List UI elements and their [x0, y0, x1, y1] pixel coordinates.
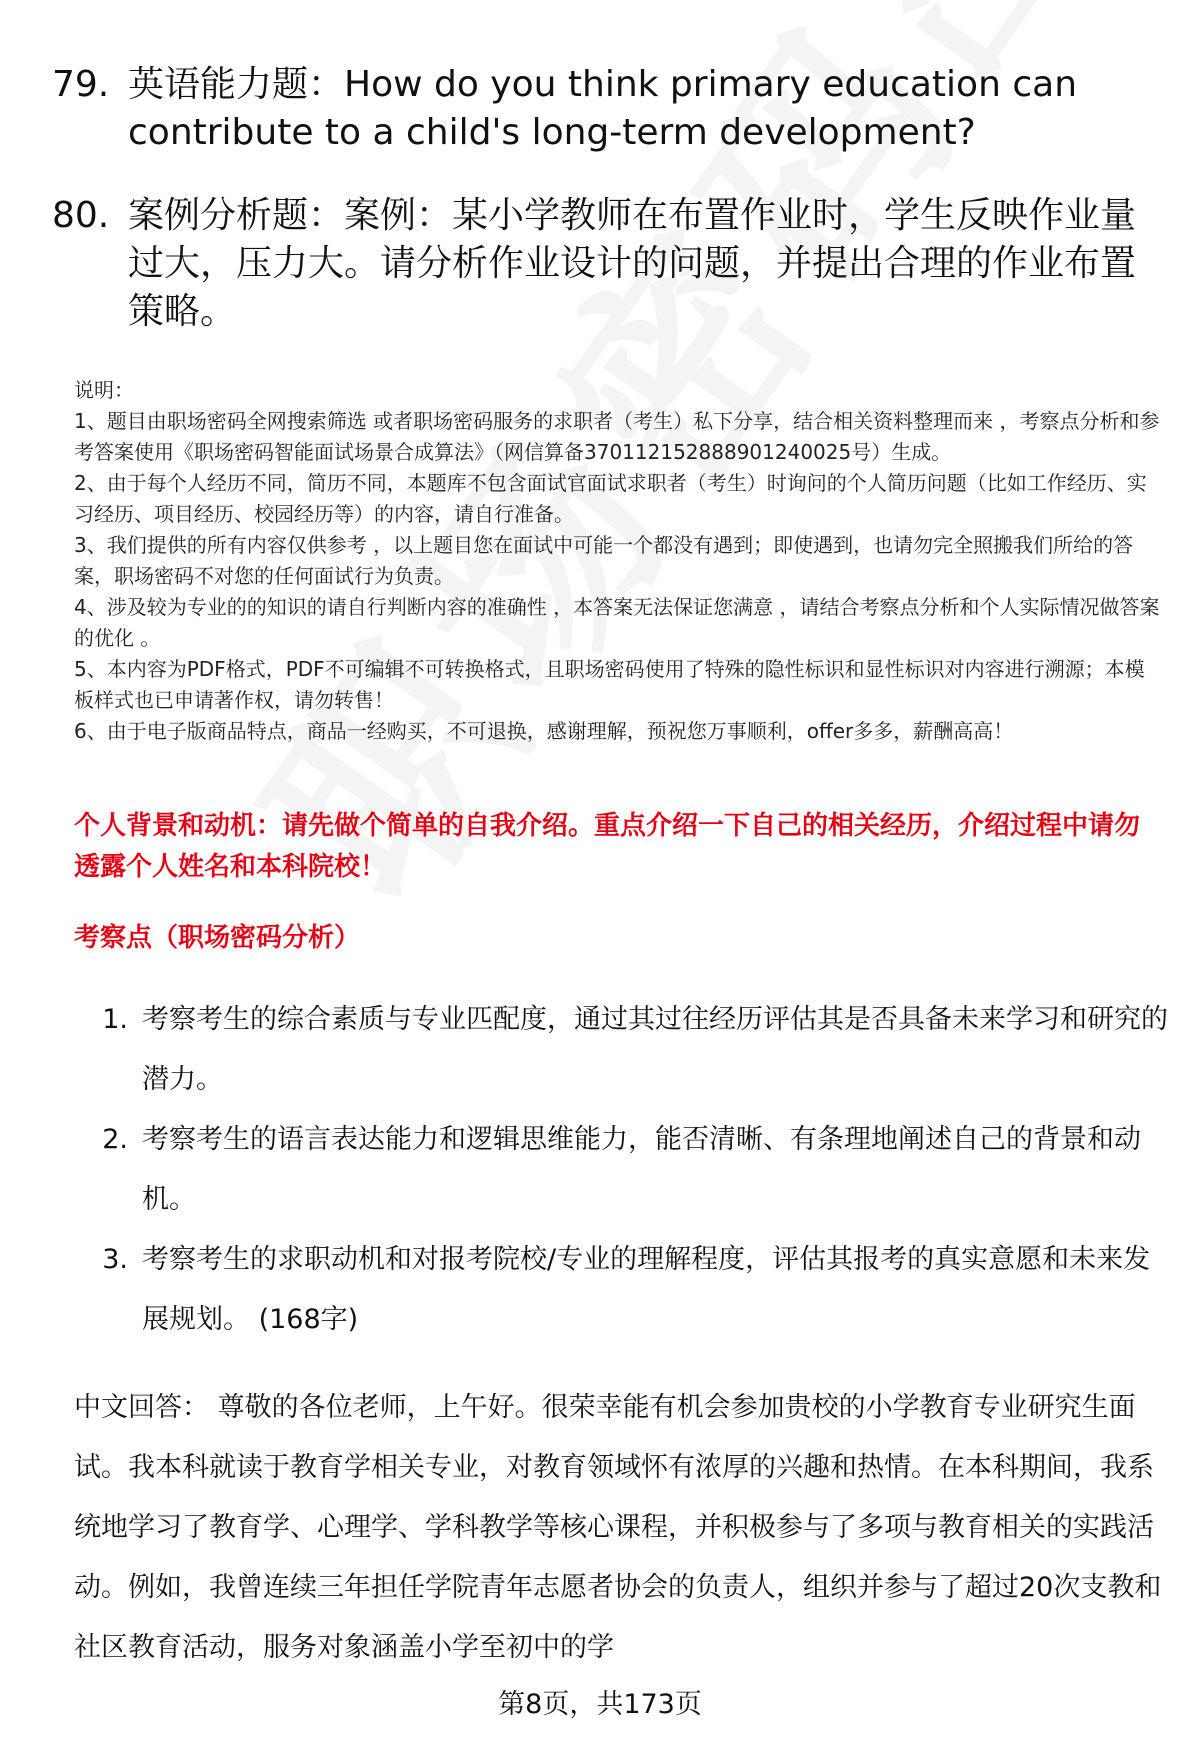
point-text: 考察考生的求职动机和对报考院校/专业的理解程度，评估其报考的真实意愿和未来发展规划。 (168字)	[142, 1244, 1151, 1335]
list-item	[74, 1230, 1174, 1350]
question-text: 英语能力题：How do you think primary education can contribute to a child's long-term development?	[128, 64, 1078, 153]
point-number: 1.	[102, 1004, 128, 1035]
point-number: 2.	[102, 1124, 128, 1155]
notes-section	[74, 375, 1164, 747]
question-number: 80.	[52, 195, 110, 236]
note-item: 1、题目由职场密码全网搜索筛选 或者职场密码服务的求职者（考生）私下分享，结合相关资料整理而来 ，考察点分析和参考答案使用《职场密码智能面试场景合成算法》（网信算备370112152888901240025号）生成。	[74, 409, 1160, 464]
note-item: 5、本内容为PDF格式，PDF不可编辑不可转换格式，且职场密码使用了特殊的隐性标识和显性标识对内容进行溯源；本模板样式也已申请著作权，请勿转售！	[74, 657, 1145, 712]
notes-title: 说明：	[74, 378, 134, 402]
list-item	[74, 1110, 1174, 1230]
note-item: 2、由于每个人经历不同，简历不同，本题库不包含面试官面试求职者（考生）时询问的个人简历问题（比如工作经历、实习经历、项目经历、校园经历等）的内容，请自行准备。	[74, 471, 1147, 526]
note-item: 3、我们提供的所有内容仅供参考 ，以上题目您在面试中可能一个都没有遇到；即使遇到，也请勿完全照搬我们所给的答案，职场密码不对您的任何面试行为负责。	[74, 533, 1134, 588]
list-item	[74, 990, 1174, 1110]
chinese-answer: 中文回答： 尊敬的各位老师，上午好。很荣幸能有机会参加贵校的小学教育专业研究生面试。我本科就读于教育学相关专业，对教育领域怀有浓厚的兴趣和热情。在本科期间，我系统地学习了教育学、心理学、学科教学等核心课程，并积极参与了多项与教育相关的实践活动。例如，我曾连续三年担任学院青年志愿者协会的负责人，组织并参与了超过20次支教和社区教育活动，服务对象涵盖小学至初中的学	[74, 1392, 1162, 1663]
page-footer: 第8页，共173页	[498, 1689, 702, 1720]
point-number: 3.	[102, 1244, 128, 1275]
note-item: 4、涉及较为专业的的知识的请自行判断内容的准确性 ，本答案无法保证您满意 ，请结合考察点分析和个人实际情况做答案的优化 。	[74, 595, 1160, 650]
question-79	[52, 61, 1162, 157]
question-80	[52, 192, 1162, 336]
point-text: 考察考生的语言表达能力和逻辑思维能力，能否清晰、有条理地阐述自己的背景和动机。	[142, 1124, 1141, 1215]
point-text: 考察考生的综合素质与专业匹配度，通过其过往经历评估其是否具备未来学习和研究的潜力。	[142, 1004, 1168, 1095]
question-text: 案例分析题：案例：某小学教师在布置作业时，学生反映作业量过大，压力大。请分析作业设计的问题，并提出合理的作业布置策略。	[128, 195, 1137, 332]
question-number: 79.	[52, 64, 110, 105]
assessment-points	[74, 990, 1174, 1350]
motivation-heading: 个人背景和动机：请先做个简单的自我介绍。重点介绍一下自己的相关经历，介绍过程中请勿透露个人姓名和本科院校！	[74, 811, 1141, 882]
points-title: 考察点（职场密码分析）	[74, 923, 361, 953]
note-item: 6、由于电子版商品特点，商品一经购买，不可退换，感谢理解，预祝您万事顺利，offer多多，薪酬高高！	[74, 719, 1014, 743]
